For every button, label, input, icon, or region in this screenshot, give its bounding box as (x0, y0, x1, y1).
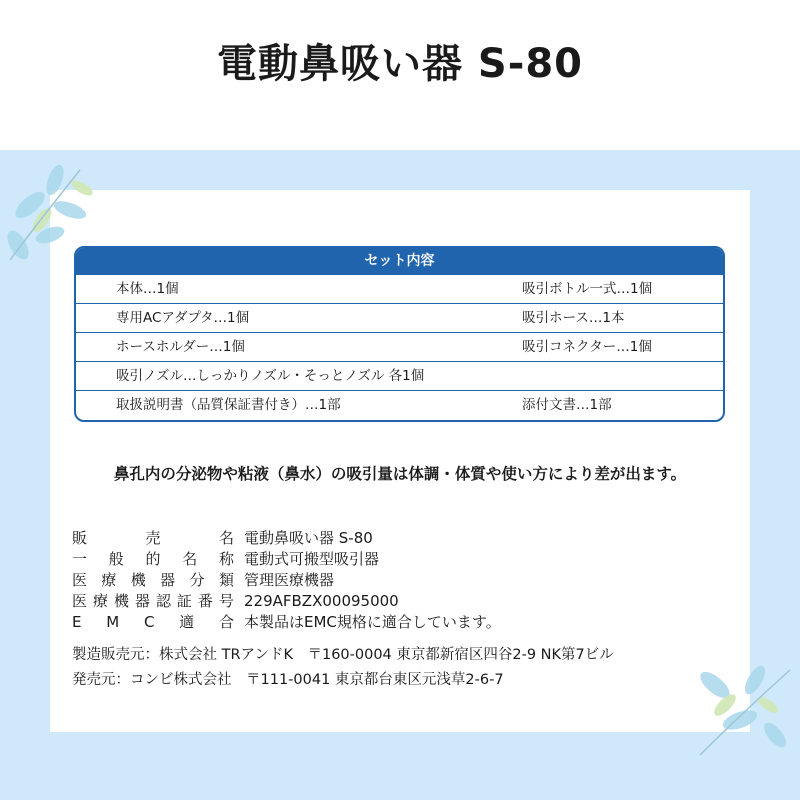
set-item: 吸引ノズル…しっかりノズル・そっとノズル 各1個 (116, 368, 425, 384)
set-item: ホースホルダー…1個 (116, 339, 245, 355)
spec-label-char: E (72, 613, 82, 631)
set-item: 専用ACアダプタ…1個 (116, 310, 250, 326)
manufacturer-info: 製造販売元：株式会社 TRアンドK 〒160-0004 東京都新宿区四谷2-9 NK第7ビル (72, 647, 614, 663)
spec-label (72, 570, 234, 590)
spec-label (72, 591, 234, 611)
set-item: 吸引ボトル一式…1個 (522, 281, 653, 297)
set-item: 添付文書…1部 (522, 397, 612, 413)
spec-label-char: M (106, 613, 120, 631)
spec-label-char: 分 (189, 571, 205, 589)
spec-label-char: 番 (197, 592, 213, 610)
spec-value: 本製品はEMC規格に適合しています。 (244, 613, 501, 631)
spec-value: 229AFBZX00095000 (244, 592, 399, 610)
distributor-info: 発売元：コンビ株式会社 〒111-0041 東京都台東区元浅草2-6-7 (72, 672, 504, 688)
spec-label-char: 認 (155, 592, 171, 610)
spec-label (72, 612, 234, 632)
spec-label-char: 証 (176, 592, 192, 610)
spec-label-char: 医 (72, 571, 88, 589)
set-contents-header: セット内容 (76, 248, 723, 274)
spec-label-char: 機 (113, 592, 129, 610)
spec-value: 電動鼻吸い器 S-80 (244, 529, 373, 547)
set-contents-box (74, 246, 725, 422)
spec-label-char: C (143, 613, 155, 631)
spec-label-char: 的 (145, 550, 161, 568)
leaf-decoration-bottom-right (680, 655, 800, 765)
spec-label-char: 機 (130, 571, 146, 589)
spec-value: 電動式可搬型吸引器 (244, 550, 380, 568)
set-contents-row (76, 274, 723, 303)
spec-label-char: 販 (72, 529, 88, 547)
set-item: 取扱説明書（品質保証書付き）…1部 (116, 397, 341, 413)
spec-label-char: 合 (218, 613, 234, 631)
suction-note: 鼻孔内の分泌物や粘液（鼻水）の吸引量は体調・体質や使い方により差が出ます。 (113, 465, 687, 483)
set-item: 吸引コネクター…1個 (522, 339, 652, 355)
set-item: 本体…1個 (116, 281, 179, 297)
spec-label-char: 名 (218, 529, 234, 547)
spec-label-char: 般 (108, 550, 124, 568)
spec-label-char: 適 (179, 613, 195, 631)
spec-label (72, 528, 234, 548)
spec-label-char: 療 (92, 592, 108, 610)
spec-label-char: 療 (101, 571, 117, 589)
spec-label-char: 器 (160, 571, 176, 589)
spec-label-char: 号 (218, 592, 234, 610)
spec-label-char: 一 (72, 550, 88, 568)
set-contents-row (76, 390, 723, 419)
page-title: 電動鼻吸い器 S-80 (217, 41, 583, 87)
spec-label-char: 売 (145, 529, 161, 547)
spec-label-char: 称 (218, 550, 234, 568)
set-contents-row (76, 332, 723, 361)
spec-label-char: 医 (72, 592, 88, 610)
set-contents-row (76, 361, 723, 390)
spec-label-char: 器 (134, 592, 150, 610)
spec-label (72, 549, 234, 569)
set-item: 吸引ホース…1本 (522, 310, 625, 326)
spec-label-char: 名 (182, 550, 198, 568)
spec-label-char: 類 (218, 571, 234, 589)
set-contents-row (76, 303, 723, 332)
spec-value: 管理医療機器 (244, 571, 335, 589)
